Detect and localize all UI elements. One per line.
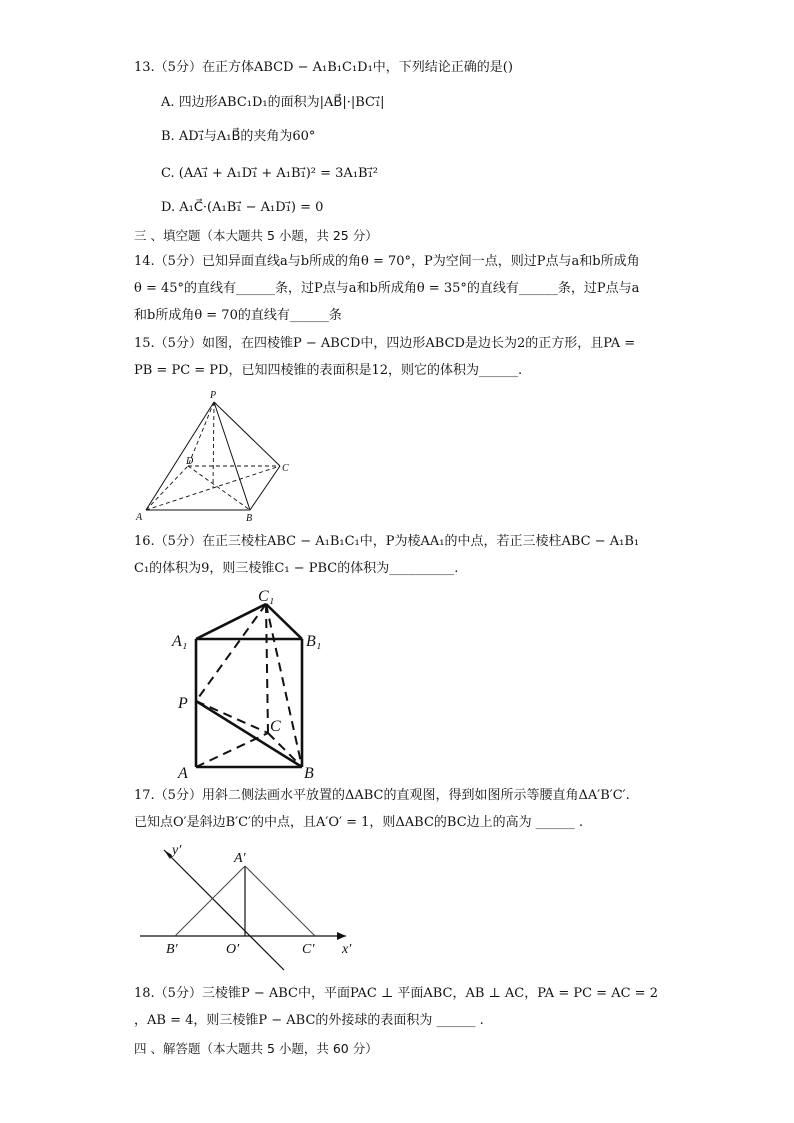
prism-label-c: C [270, 718, 281, 735]
q18-line-1: 18.（5分）三棱锥P − ABC中，平面PAC ⊥ 平面ABC，AB ⊥ AC，PA = PC = AC = 2 [134, 986, 658, 1001]
q18-line-2: ，AB = 4，则三棱锥P − ABC的外接球的表面积为 ______ . [134, 1013, 484, 1028]
oblique-axes-figure [134, 840, 374, 980]
axis-label-b: B′ [166, 942, 178, 957]
q14-line-1: 14.（5分）已知异面直线a与b所成的角θ = 70°，P为空间一点，则过P点与a和b所成角 [134, 254, 640, 269]
q13-option-b: B. AD₁⃗与A₁B⃗的夹角为60° [161, 129, 316, 144]
q13-option-c: C. (AA₁⃗ + A₁D₁⃗ + A₁B₁⃗)² = 3A₁B₁⃗² [161, 166, 379, 181]
axis-label-o: O′ [226, 942, 240, 957]
q17-line-2: 已知点O′是斜边B′C′的中点，且A′O′ = 1，则ΔABC的BC边上的高为 ______ . [134, 815, 584, 830]
q15-line-2: PB = PC = PD，已知四棱锥的表面积是12，则它的体积为______. [134, 363, 523, 378]
axis-label-a: A′ [234, 851, 246, 866]
prism-figure [168, 584, 338, 780]
axis-label-y: y′ [172, 843, 182, 858]
prism-label-b: B [304, 765, 314, 780]
prism-label-b1: B₁ [306, 633, 322, 650]
section-4-heading: 四 、解答题（本大题共 5 小题，共 60 分） [134, 1041, 378, 1056]
prism-label-p: P [178, 695, 188, 712]
prism-label-a: A [178, 765, 188, 780]
q16-line-1: 16.（5分）在正三棱柱ABC − A₁B₁C₁中，P为棱AA₁的中点，若正三棱柱ABC − A₁B₁ [134, 534, 640, 549]
pyramid-label-a: A [136, 512, 143, 523]
pyramid-figure [134, 386, 304, 524]
pyramid-label-d: D [186, 456, 194, 467]
q14-line-2: θ = 45°的直线有______条，过P点与a和b所成角θ = 35°的直线有______条，过P点与a [134, 281, 640, 296]
q13-stem: 13.（5分）在正方体ABCD − A₁B₁C₁D₁中，下列结论正确的是() [134, 60, 513, 75]
pyramid-label-p: P [210, 390, 217, 401]
q16-line-2: C₁的体积为9，则三棱锥C₁ − PBC的体积为__________. [134, 561, 459, 576]
q13-option-d: D. A₁C⃗·(A₁B₁⃗ − A₁D₁⃗) = 0 [161, 200, 324, 215]
axis-label-x: x′ [342, 942, 352, 957]
q14-line-3: 和b所成角θ = 70的直线有______条 [134, 308, 342, 323]
prism-label-a1: A₁ [172, 633, 188, 650]
pyramid-label-c: C [282, 463, 289, 474]
pyramid-label-b: B [246, 513, 253, 524]
q13-option-a: A. 四边形ABC₁D₁的面积为|AB⃗|·|BC₁⃗| [161, 95, 385, 110]
prism-label-c1: C₁ [258, 588, 275, 605]
q15-line-1: 15.（5分）如图，在四棱锥P − ABCD中，四边形ABCD是边长为2的正方形，且PA = [134, 336, 636, 351]
section-3-heading: 三 、填空题（本大题共 5 小题，共 25 分） [134, 228, 378, 243]
axis-label-c: C′ [302, 942, 315, 957]
q17-line-1: 17.（5分）用斜二侧法画水平放置的ΔABC的直观图，得到如图所示等腰直角ΔA′B′C′. [134, 788, 630, 803]
